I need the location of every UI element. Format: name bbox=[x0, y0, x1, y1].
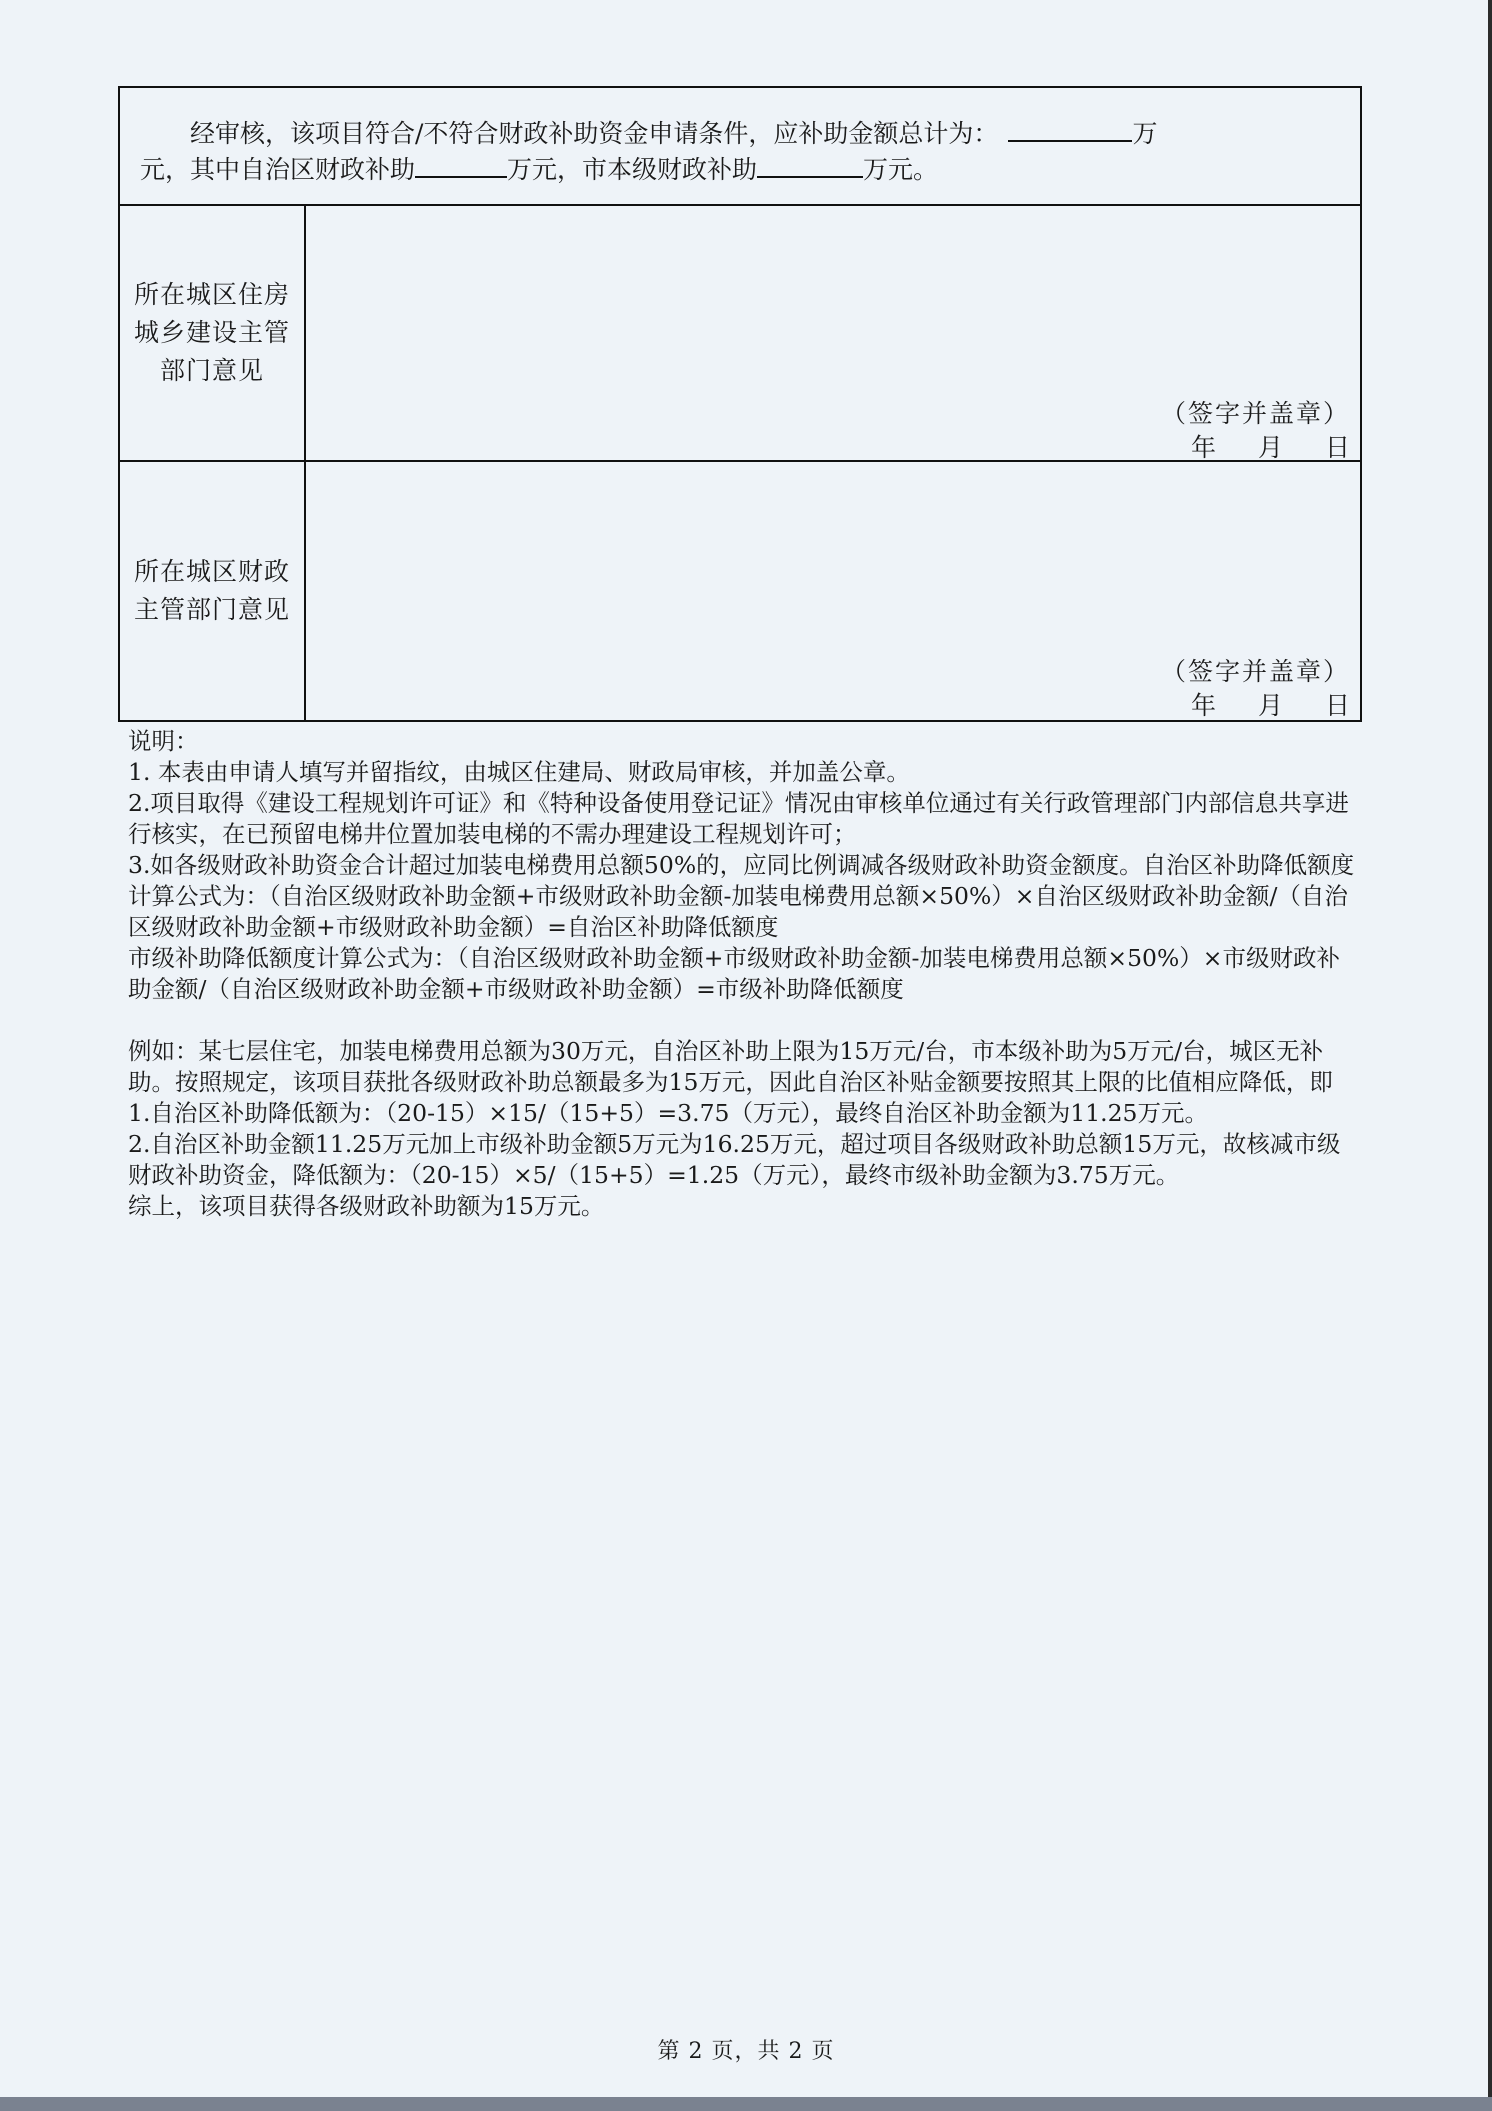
signature-seal-note: （签字并盖章） bbox=[1160, 399, 1350, 428]
finance-dept-opinion-row bbox=[120, 462, 1360, 720]
note-item-2: 2.项目取得《建设工程规划许可证》和《特种设备使用登记证》情况由审核单位通过有关行政管理部门内部信息共享进行核实，在已预留电梯井位置加装电梯的不需办理建设工程规划许可； bbox=[128, 789, 1349, 848]
autonomous-region-amount-blank[interactable] bbox=[415, 154, 507, 178]
note-item-1: 1. 本表由申请人填写并留指纹，由城区住建局、财政局审核，并加盖公章。 bbox=[128, 758, 910, 786]
finance-dept-opinion-field[interactable] bbox=[306, 462, 1360, 720]
notes-heading: 说明： bbox=[128, 727, 199, 755]
date-month: 月 bbox=[1258, 691, 1286, 720]
city-amount-blank[interactable] bbox=[757, 154, 863, 178]
date-line bbox=[1191, 428, 1352, 464]
review-table bbox=[118, 86, 1362, 722]
date-year: 年 bbox=[1191, 691, 1219, 720]
housing-dept-opinion-field[interactable] bbox=[306, 206, 1360, 460]
example-intro: 例如：某七层住宅，加装电梯费用总额为30万元，自治区补助上限为15万元/台，市本级补助为5万元/台，城区无补助。按照规定，该项目获批各级财政补助总额最多为15万元，因此自治区补贴金额要按照其上限的比值相应降低，即 bbox=[128, 1037, 1333, 1096]
finance-dept-label: 所在城区财政主管部门意见 bbox=[120, 462, 306, 720]
note-item-3: 3.如各级财政补助资金合计超过加装电梯费用总额50%的，应同比例调减各级财政补助资金额度。自治区补助降低额度计算公式为：（自治区级财政补助金额+市级财政补助金额-加装电梯费用总额×50%）×自治区级财政补助金额/（自治区级财政补助金额+市级财政补助金额）=自治区补助降低额度 bbox=[128, 851, 1355, 941]
review-line1-end: 万 bbox=[1132, 119, 1158, 148]
review-line2-c: 万元。 bbox=[863, 155, 939, 184]
note-item-3-city: 市级补助降低额度计算公式为：（自治区级财政补助金额+市级财政补助金额-加装电梯费用总额×50%）×市级财政补助金额/（自治区级财政补助金额+市级财政补助金额）=市级补助降低额度 bbox=[128, 944, 1340, 1003]
example-step-2: 2.自治区补助金额11.25万元加上市级补助金额5万元为16.25万元，超过项目各级财政补助总额15万元，故核减市级财政补助资金，降低额为：（20-15）×5/（15+5）=1.25（万元），最终市级补助金额为3.75万元。 bbox=[128, 1130, 1341, 1189]
review-conclusion bbox=[120, 88, 1360, 206]
example-summary: 综上，该项目获得各级财政补助额为15万元。 bbox=[128, 1192, 605, 1220]
date-month: 月 bbox=[1258, 433, 1286, 462]
page-number: 第 2 页，共 2 页 bbox=[657, 2039, 835, 2064]
review-line2-a: 元，其中自治区财政补助 bbox=[140, 155, 416, 184]
notes-section bbox=[128, 726, 1358, 1222]
review-line1: 经审核，该项目符合/不符合财政补助资金申请条件，应补助金额总计为： bbox=[190, 119, 999, 148]
date-year: 年 bbox=[1191, 433, 1219, 462]
review-line2-b: 万元，市本级财政补助 bbox=[507, 155, 758, 184]
date-day: 日 bbox=[1324, 691, 1352, 720]
scan-edge-right bbox=[1488, 0, 1492, 2111]
housing-dept-label: 所在城区住房城乡建设主管部门意见 bbox=[120, 206, 306, 460]
example-step-1: 1.自治区补助降低额为：（20-15）×15/（15+5）=3.75（万元），最终自治区补助金额为11.25万元。 bbox=[128, 1099, 1209, 1127]
date-line bbox=[1191, 686, 1352, 722]
date-day: 日 bbox=[1324, 433, 1352, 462]
total-amount-blank[interactable] bbox=[1008, 118, 1132, 142]
housing-dept-opinion-row bbox=[120, 206, 1360, 462]
scan-edge-bottom bbox=[0, 2097, 1492, 2111]
signature-seal-note: （签字并盖章） bbox=[1160, 657, 1350, 686]
